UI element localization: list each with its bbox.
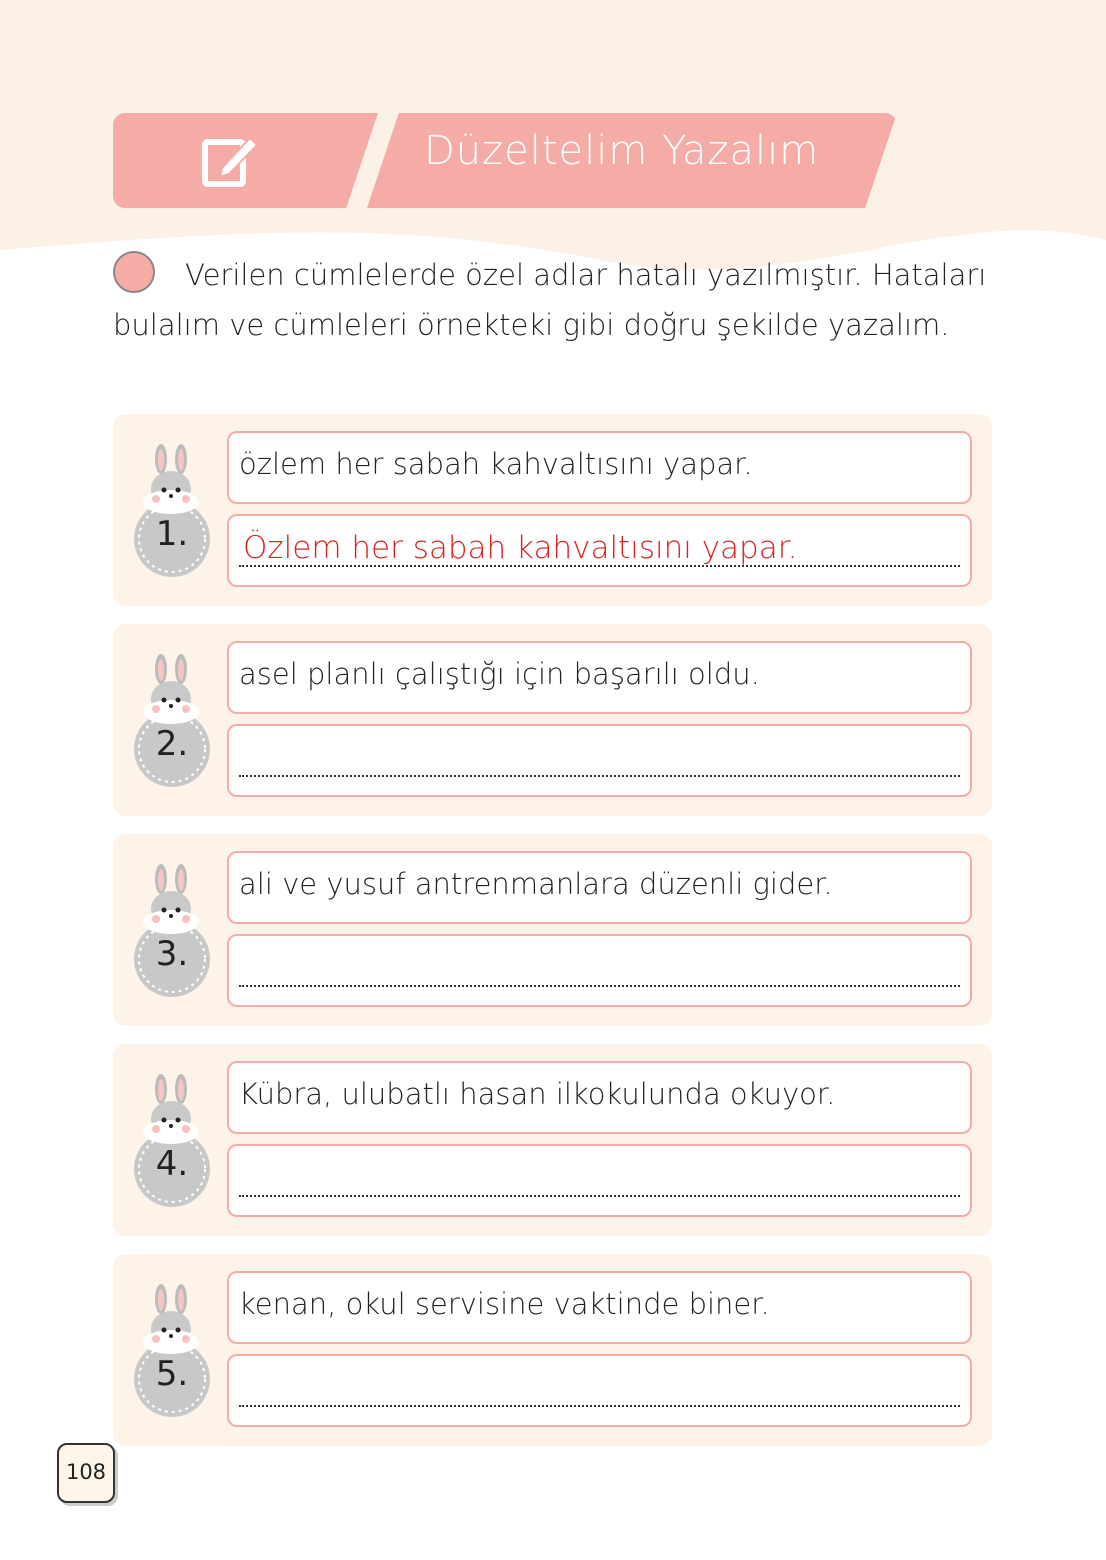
writing-line — [239, 1195, 960, 1197]
sentence-box — [227, 851, 972, 924]
answer-field[interactable] — [227, 1144, 972, 1217]
writing-line — [239, 775, 960, 777]
exercise-item — [113, 834, 992, 1026]
item-number: 2. — [155, 724, 189, 764]
item-number: 5. — [155, 1354, 189, 1394]
writing-line — [239, 985, 960, 987]
sentence-box — [227, 1271, 972, 1344]
sentence-text: özlem her sabah kahvaltısını yapar. — [239, 447, 753, 481]
answer-field[interactable] — [227, 724, 972, 797]
item-number: 4. — [155, 1144, 189, 1184]
answer-field[interactable] — [227, 514, 972, 587]
sentence-box — [227, 641, 972, 714]
item-number: 1. — [155, 514, 189, 554]
sentence-text: asel planlı çalıştığı için başarılı oldu. — [239, 657, 760, 691]
page-title: Düzeltelim Yazalım — [424, 128, 820, 174]
exercise-item — [113, 414, 992, 606]
exercise-item — [113, 1254, 992, 1446]
instruction — [113, 250, 993, 350]
answer-field[interactable] — [227, 1354, 972, 1427]
item-number: 3. — [155, 934, 189, 974]
exercise-item — [113, 1044, 992, 1236]
exercise-item — [113, 624, 992, 816]
answer-text: Özlem her sabah kahvaltısını yapar. — [243, 530, 798, 566]
sentence-text: Kübra, ulubatlı hasan ilkokulunda okuyor. — [239, 1077, 836, 1111]
answer-field[interactable] — [227, 934, 972, 1007]
sentence-box — [227, 431, 972, 504]
page-number: 108 — [57, 1443, 115, 1503]
sentence-text: kenan, okul servisine vaktinde biner. — [239, 1287, 770, 1321]
bullet-icon — [113, 251, 155, 293]
instruction-text: Verilen cümlelerde özel adlar hatalı yazılmıştır. Hataları bulalım ve cümleleri örnekteki gibi doğru şekilde yazalım. — [113, 258, 987, 342]
sentence-box — [227, 1061, 972, 1134]
sentence-text: ali ve yusuf antrenmanlara düzenli gider. — [239, 867, 833, 901]
edit-icon — [200, 130, 260, 190]
writing-line — [239, 1405, 960, 1407]
